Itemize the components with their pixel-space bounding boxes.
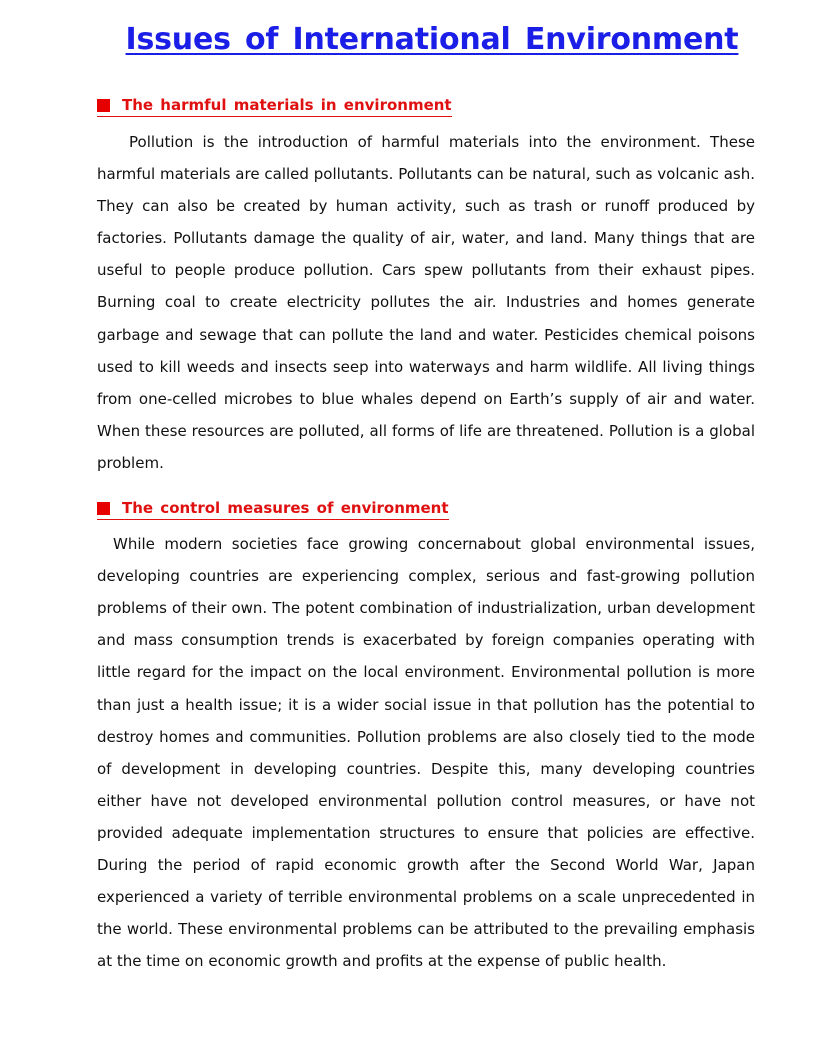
section-body-harmful-materials: Pollution is the introduction of harmful materials into the environment. These harmful materials are called pollutants. Pollutants can be natural, such as volcanic ash. They can also be created by human activity, such as trash or runoff produced by factories. Pollutants damage the quality of air, water, and land. Many things that are useful to people produce pollution. Cars spew pollutants from their exhaust pipes. Burning coal to create electricity pollutes the air. Industries and homes generate garbage and sewage that can pollute the land and water. Pesticides chemical poisons used to kill weeds and insects seep into waterways and harm wildlife. All living things from one-celled microbes to blue whales depend on Earth’s supply of air and water. When these resources are polluted, all forms of life are threatened. Pollution is a global problem. [97, 133, 755, 472]
section-heading-control-measures [97, 497, 449, 520]
red-square-bullet-icon [97, 99, 110, 112]
section-heading-text: The control measures of environment [122, 499, 449, 518]
red-square-bullet-icon [97, 502, 110, 515]
section-heading-harmful-materials [97, 94, 452, 117]
section-heading-text: The harmful materials in environment [122, 96, 452, 114]
section-body-control-measures: While modern societies face growing concernabout global environmental issues, developing countries are experiencing complex, serious and fast-growing pollution problems of their own. The potent combination of industrialization, urban development and mass consumption trends is exacerbated by foreign companies operating with little regard for the impact on the local environment. Environmental pollution is more than just a health issue; it is a wider social issue in that pollution has the potential to destroy homes and communities. Pollution problems are also closely tied to the mode of development in developing countries. Despite this, many developing countries either have not developed environmental pollution control measures, or have not provided adequate implementation structures to ensure that policies are effective. During the period of rapid economic growth after the Second World War, Japan experienced a variety of terrible environmental problems on a scale unprecedented in the world. These environmental problems can be attributed to the prevailing emphasis at the time on economic growth and profits at the expense of public health. [97, 535, 755, 971]
document-title: Issues of International Environment [125, 22, 739, 57]
